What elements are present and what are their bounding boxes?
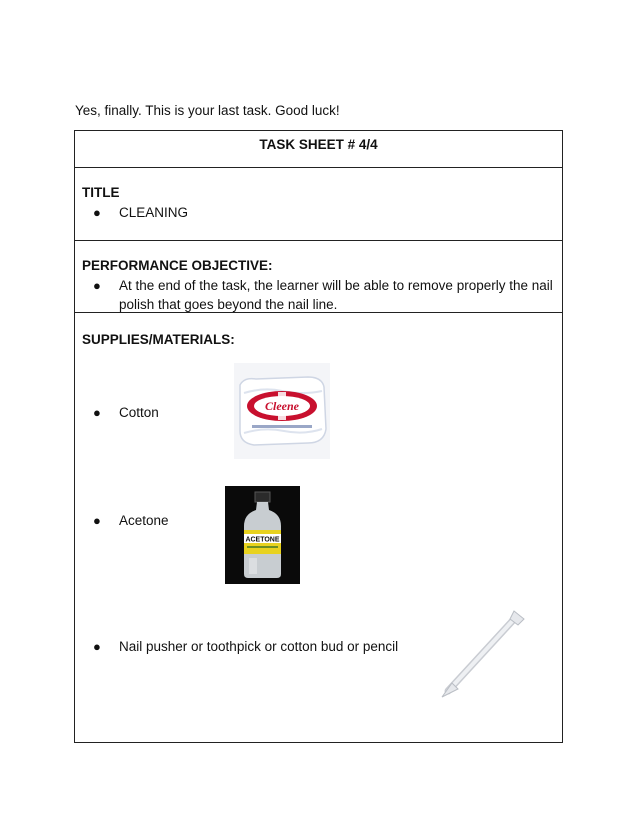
supplies-section [75, 313, 562, 742]
intro-text: Yes, finally. This is your last task. Good luck! [75, 103, 340, 118]
title-section [75, 168, 562, 241]
acetone-bottle-icon [225, 486, 300, 584]
bullet-icon: ● [93, 205, 101, 220]
cotton-pack-icon [234, 363, 330, 459]
title-heading: TITLE [82, 185, 120, 200]
supply-item-cotton [93, 403, 253, 422]
task-sheet [74, 130, 563, 743]
bullet-icon: ● [93, 513, 101, 528]
objective-item-text: At the end of the task, the learner will be able to remove properly the nail polish that goes beyond the nail line. [119, 278, 553, 312]
task-sheet-title: TASK SHEET # 4/4 [259, 137, 378, 152]
supply-label: Cotton [119, 405, 159, 420]
bullet-icon: ● [93, 639, 101, 654]
supply-label: Acetone [119, 513, 169, 528]
cotton-brand-label: Cleene [265, 399, 299, 413]
supply-item-nail-pusher [93, 637, 423, 656]
title-item-text: CLEANING [119, 205, 189, 220]
bullet-icon: ● [93, 278, 101, 293]
supplies-heading: SUPPLIES/MATERIALS: [82, 332, 235, 347]
objective-item [93, 276, 558, 314]
bullet-icon: ● [93, 405, 101, 420]
task-sheet-header-row [75, 131, 562, 168]
objective-heading: PERFORMANCE OBJECTIVE: [82, 258, 273, 273]
acetone-bottle-label: ACETONE [245, 536, 280, 544]
title-item [93, 203, 558, 222]
supply-label: Nail pusher or toothpick or cotton bud or pencil [119, 639, 399, 654]
objective-section [75, 241, 562, 313]
nail-pusher-icon [430, 603, 528, 703]
